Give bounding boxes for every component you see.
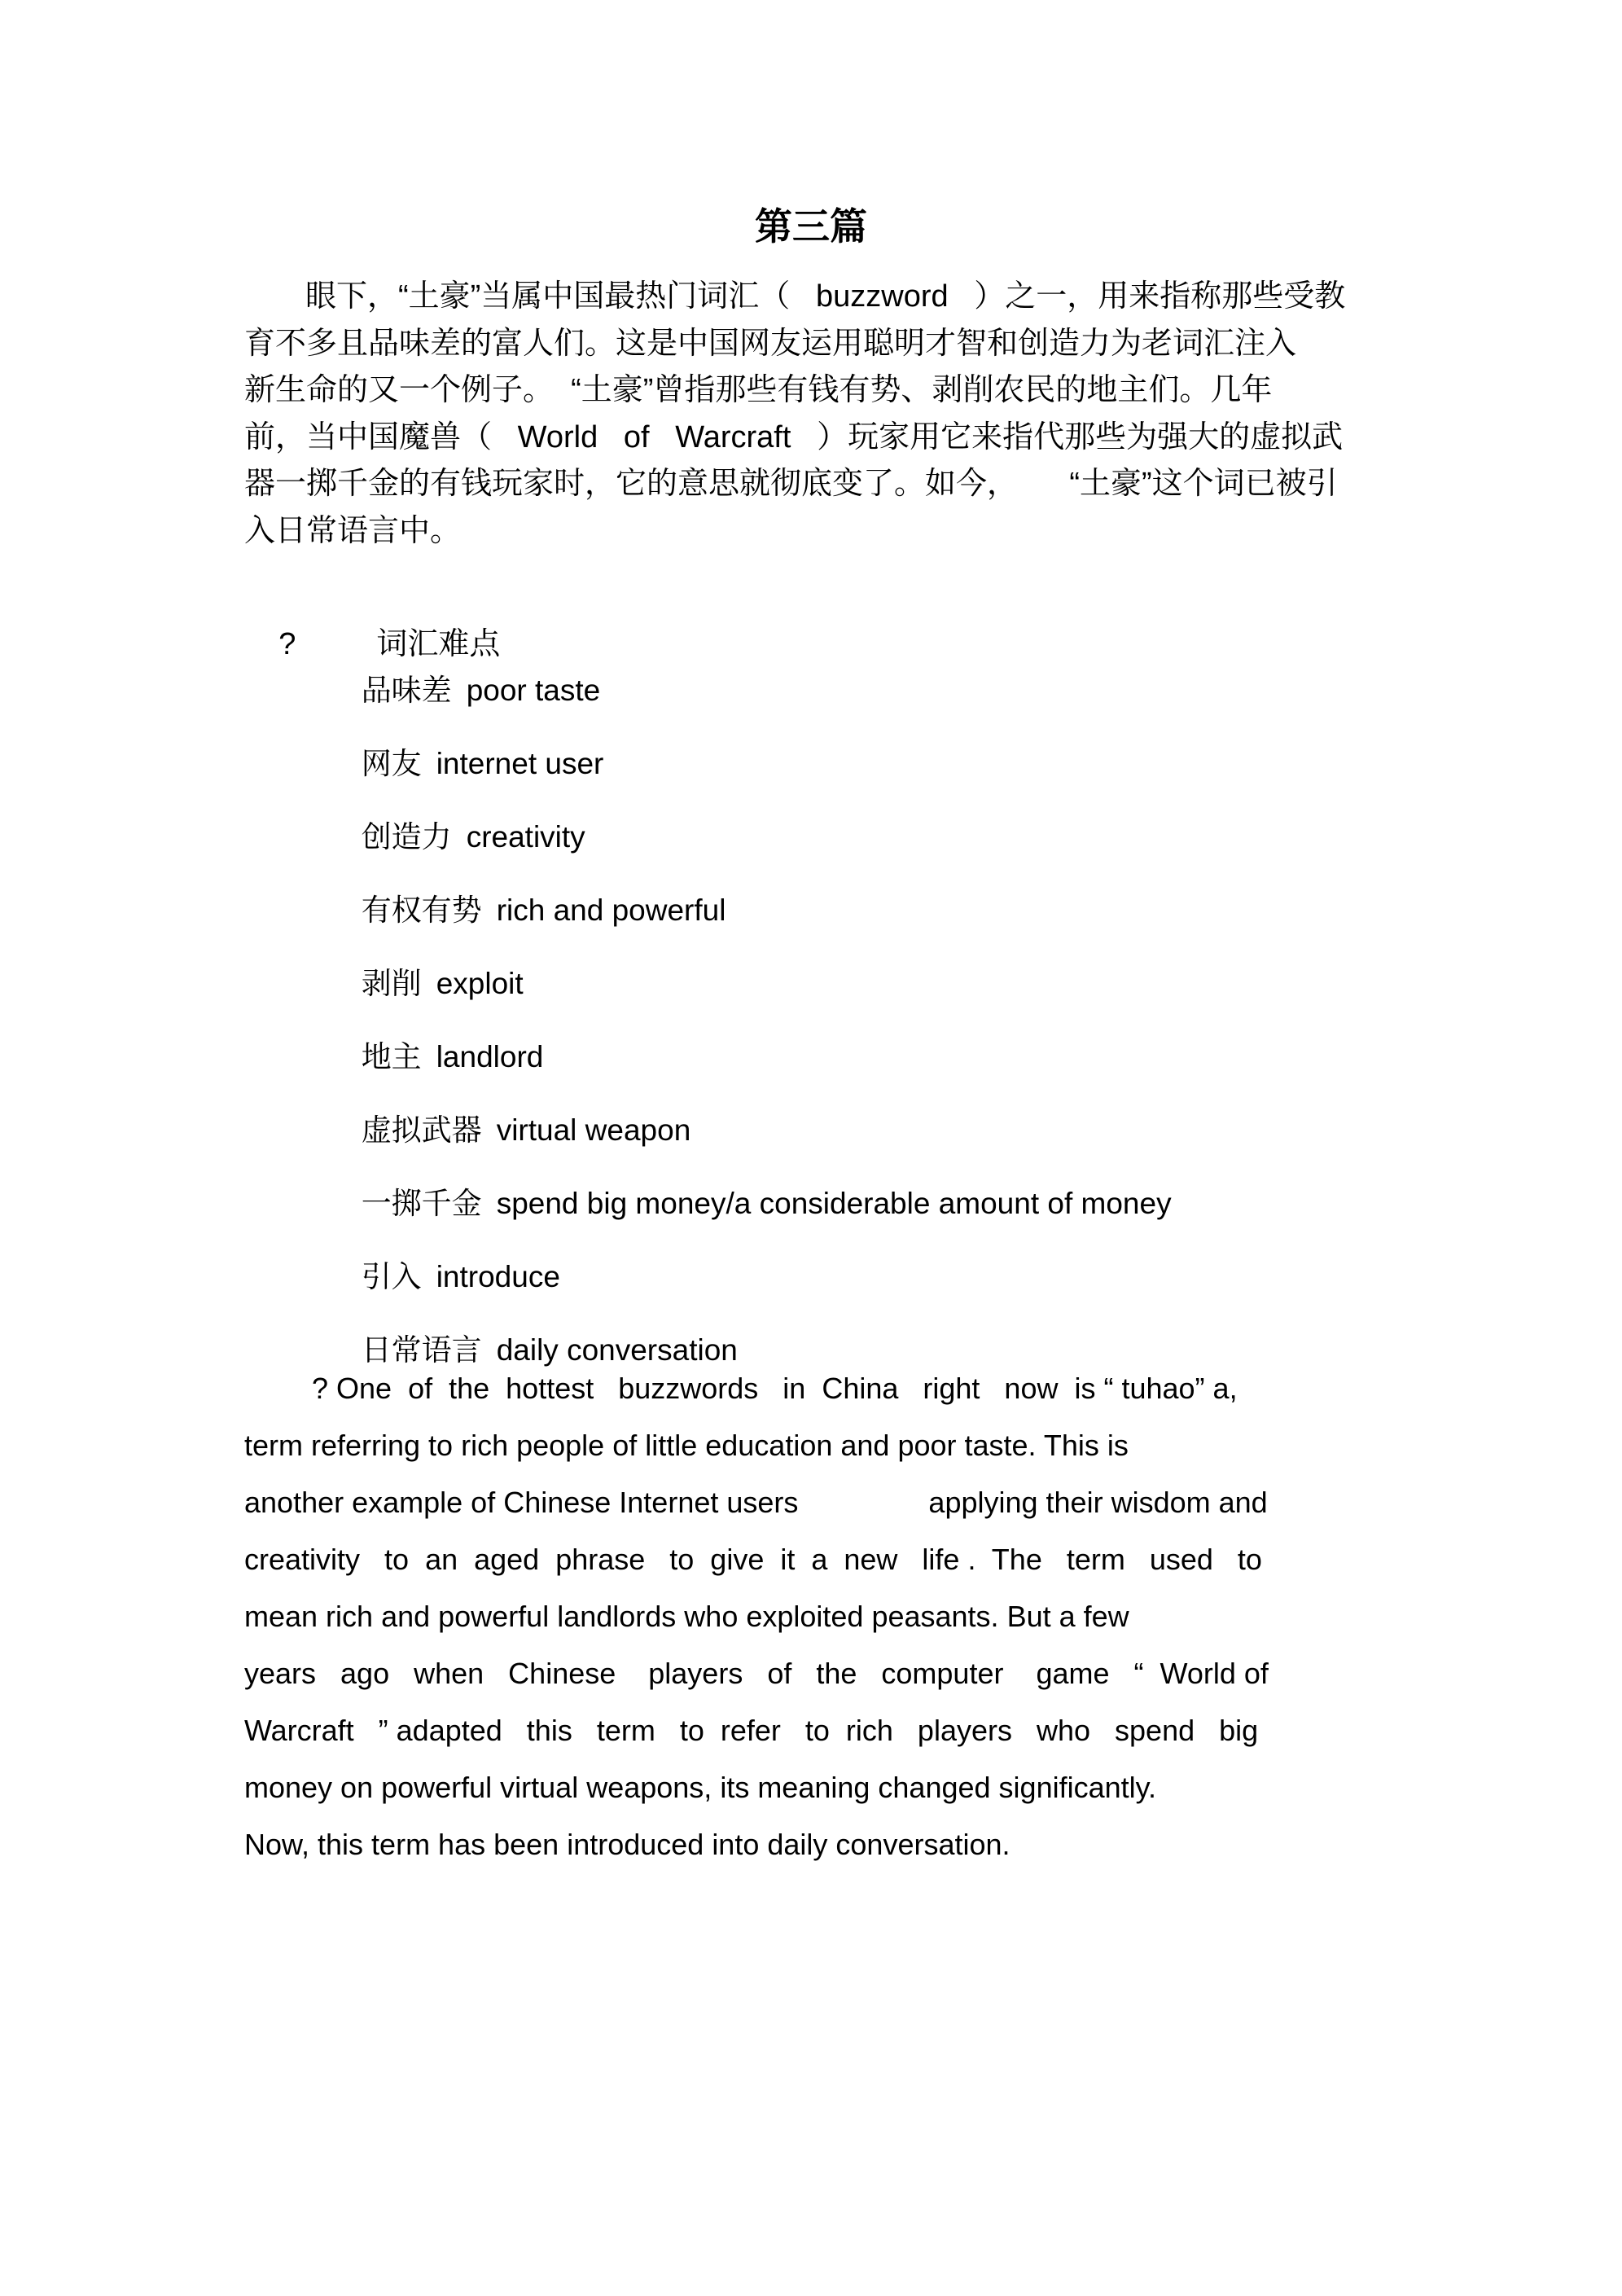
paragraph-line: creativity to an aged phrase to give it a new life . The term used to [244,1543,1262,1576]
paragraph-line: term referring to rich people of little education and poor taste. This is [244,1429,1129,1462]
paragraph-line: years ago when Chinese players of the computer game “ World of [244,1657,1269,1690]
vocab-translation: poor taste [466,674,601,707]
vocab-translation: creativity [466,820,585,854]
vocab-term: 剥削 [361,967,422,1000]
list-item [311,1150,1172,1223]
vocab-term: 地主 [361,1040,422,1073]
list-item [311,1077,1172,1150]
list-item [311,1297,1172,1370]
vocab-translation: rich and powerful [496,893,726,927]
bullet-marker: ? [278,627,296,661]
vocab-term: 创造力 [361,820,452,854]
vocab-translation: daily conversation [496,1333,738,1367]
paragraph-line: Warcraft ” adapted this term to refer to rich players who spend big [244,1714,1259,1747]
paragraph-line: mean rich and powerful landlords who exploited peasants. But a few [244,1600,1129,1633]
vocab-term: 日常语言 [361,1333,482,1367]
vocab-term: 有权有势 [361,893,482,927]
english-paragraph [244,1360,1269,1873]
paragraph-line: 前，当中国魔兽（ World of Warcraft ）玩家用它来指代那些为强大的虚拟武 [244,419,1344,454]
vocab-translation: landlord [436,1040,544,1073]
paragraph-line: 新生命的又一个例子。 “土豪”曾指那些有钱有势、剥削农民的地主们。几年 [244,373,1273,408]
vocab-translation: virtual weapon [496,1113,691,1147]
paragraph-line: 育不多且品味差的富人们。这是中国网友运用聪明才智和创造力为老词汇注入 [244,326,1297,361]
vocab-list [311,637,1172,1370]
document-title: 第三篇 [755,205,867,248]
list-item [311,1223,1172,1297]
list-item [311,930,1172,1003]
paragraph-line: 入日常语言中。 [244,513,462,548]
vocab-translation: exploit [436,967,524,1000]
vocab-term: 虚拟武器 [361,1113,482,1147]
paragraph-line: ? One of the hottest buzzwords in China right now is “ tuhao” a, [312,1372,1238,1405]
list-item [311,857,1172,930]
vocab-translation: introduce [436,1260,560,1293]
paragraph-line: money on powerful virtual weapons, its meaning changed significantly. [244,1771,1156,1804]
vocab-translation: spend big money/a considerable amount of money [496,1187,1172,1220]
vocab-term: 引入 [361,1260,422,1293]
list-item [311,637,1172,710]
paragraph-line: Now, this term has been introduced into daily conversation. [244,1828,1010,1861]
chinese-paragraph [244,274,1345,555]
vocab-term: 一掷千金 [361,1187,482,1220]
paragraph-line: another example of Chinese Internet users applying their wisdom and [244,1486,1268,1519]
vocab-term: 品味差 [361,674,452,707]
vocab-heading-label: 词汇难点 [376,627,501,661]
paragraph-line: 器一掷千金的有钱玩家时，它的意思就彻底变了。如今， “土豪”这个词已被引 [244,467,1338,502]
vocab-translation: internet user [436,747,604,780]
list-item [311,1003,1172,1077]
paragraph-line: 眼下，“土豪”当属中国最热门词汇（ buzzword ）之一，用来指称那些受教 [305,279,1346,314]
list-item [311,710,1172,784]
vocab-term: 网友 [361,747,422,780]
list-item [311,784,1172,857]
